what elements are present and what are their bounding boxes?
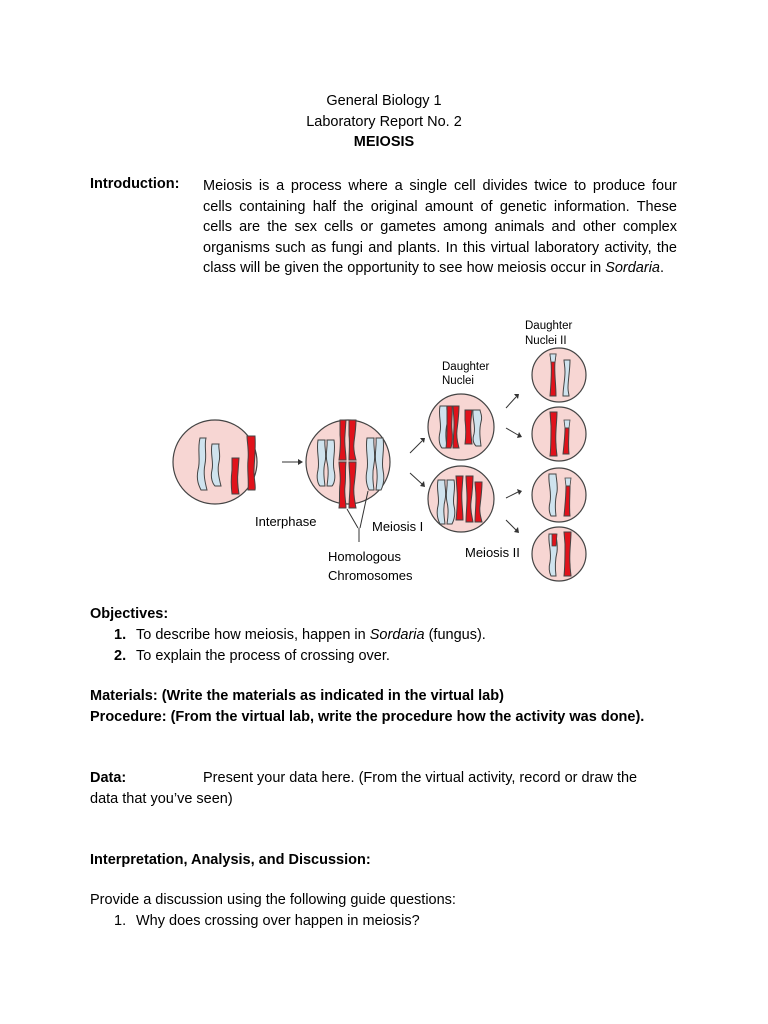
topic-title: MEIOSIS xyxy=(353,134,415,150)
data-text-line1: Present your data here. (From the virtual activity, record or draw the xyxy=(203,770,638,786)
procedure-line: Procedure: (From the virtual lab, write the procedure how the activity was done). xyxy=(90,709,645,725)
question-1-text: Why does crossing over happen in meiosis? xyxy=(136,913,420,929)
report-title: Laboratory Report No. 2 xyxy=(306,114,462,130)
materials-line: Materials: (Write the materials as indicated in the virtual lab) xyxy=(90,688,504,704)
course-title: General Biology 1 xyxy=(326,93,442,109)
objective-1-end: (fungus). xyxy=(424,627,486,643)
label-interphase: Interphase xyxy=(255,514,317,529)
objectives-heading: Objectives: xyxy=(90,606,169,622)
objective-2-number: 2. xyxy=(114,648,127,664)
interphase-cell xyxy=(173,420,257,504)
label-meiosis-ii: Meiosis II xyxy=(465,545,520,560)
label-daughter-nuclei-line1: Daughter xyxy=(442,361,490,373)
meiosis-diagram xyxy=(170,310,600,590)
introduction-text xyxy=(203,176,677,279)
label-homologous-line1: Homologous xyxy=(328,549,401,564)
label-daughter-nuclei-line2: Nuclei xyxy=(442,375,474,387)
daughter-nucleus-ii-1 xyxy=(532,348,586,402)
data-text-line2: data that you’ve seen) xyxy=(90,791,233,807)
introduction-text-italic: Sordaria xyxy=(605,260,660,276)
objective-1 xyxy=(136,627,486,643)
label-daughter-nuclei-ii-line2: Nuclei II xyxy=(525,335,567,347)
daughter-nucleus-ii-3 xyxy=(532,468,586,522)
meiosis-i-cell xyxy=(306,420,390,508)
interpretation-heading: Interpretation, Analysis, and Discussion: xyxy=(90,852,371,868)
label-daughter-nuclei-ii-line1: Daughter xyxy=(525,320,573,332)
label-homologous-line2: Chromosomes xyxy=(328,568,413,583)
introduction-text-end: . xyxy=(659,260,665,276)
daughter-nucleus-ii-4 xyxy=(532,527,586,581)
data-label: Data: xyxy=(90,770,127,786)
introduction-label: Introduction: xyxy=(90,176,180,192)
daughter-nucleus-bottom xyxy=(428,466,494,532)
interpretation-prompt: Provide a discussion using the following guide questions: xyxy=(90,892,456,908)
daughter-nucleus-top xyxy=(428,394,494,460)
daughter-nucleus-ii-2 xyxy=(532,407,586,461)
objective-1-text: To describe how meiosis, happen in xyxy=(136,627,370,643)
objective-2: To explain the process of crossing over. xyxy=(136,648,390,664)
label-meiosis-i: Meiosis I xyxy=(372,519,424,534)
objective-1-number: 1. xyxy=(114,627,127,643)
question-1-number: 1. xyxy=(114,913,127,929)
introduction-text-main: Meiosis is a process where a single cell divides twice to produce four cells containing half the original amount of genetic information. These cells are the sex cells or gametes among animals and other complex organisms such as fungi and plants. In this virtual laboratory activity, the class will be given the opportunity to see how meiosis occur in xyxy=(203,178,677,276)
objective-1-italic: Sordaria xyxy=(369,627,425,643)
